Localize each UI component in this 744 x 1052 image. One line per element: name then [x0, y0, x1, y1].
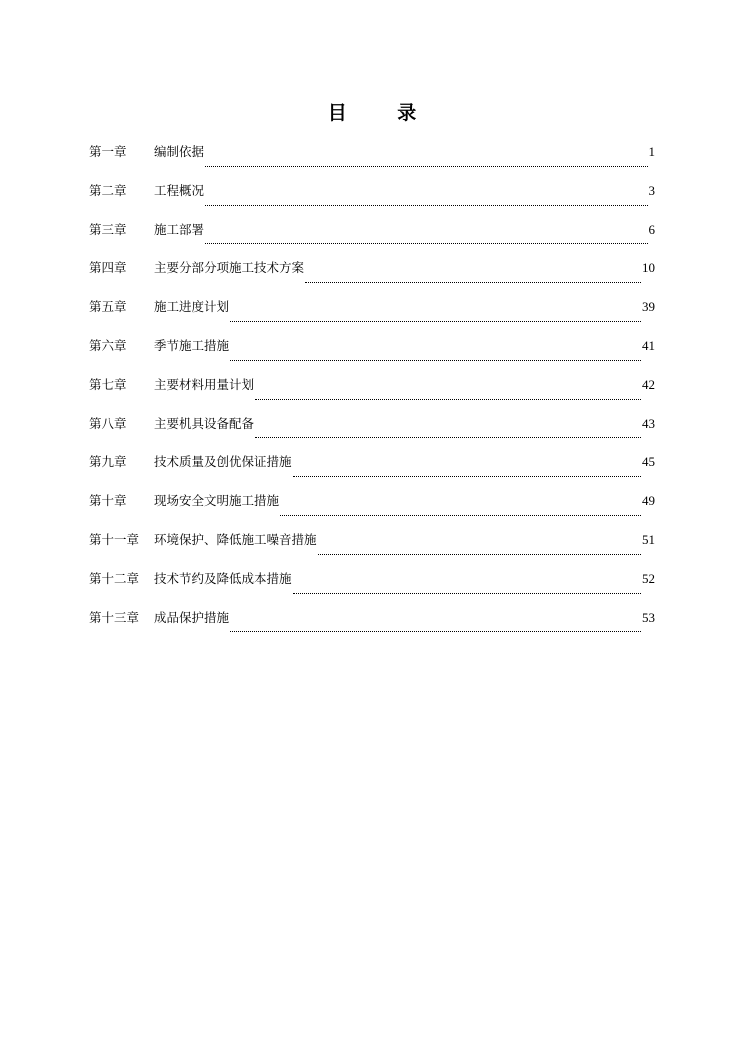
- toc-entry[interactable]: [89, 491, 655, 530]
- toc-chapter-title: 成品保护措施: [154, 609, 230, 625]
- toc-entry[interactable]: [89, 336, 655, 375]
- table-of-contents: [89, 142, 655, 646]
- toc-chapter-number: 第十章: [89, 493, 127, 509]
- toc-chapter-title: 编制依据: [154, 144, 205, 159]
- toc-chapter-title: 施工进度计划: [154, 299, 230, 315]
- toc-chapter-number: 第八章: [89, 415, 127, 431]
- toc-leader-dots: [230, 359, 641, 361]
- toc-chapter-title: 技术质量及创优保证措施: [154, 454, 292, 470]
- toc-page-number: 6: [648, 221, 655, 237]
- toc-chapter-number: 第九章: [89, 454, 127, 470]
- toc-chapter-title: 技术节约及降低成本措施: [154, 570, 292, 586]
- toc-entry[interactable]: [89, 297, 655, 336]
- toc-leader-dots: [230, 320, 641, 322]
- toc-entry[interactable]: [89, 530, 655, 569]
- toc-chapter-title: 主要分部分项施工技术方案: [154, 260, 305, 276]
- toc-leader-dots: [205, 242, 647, 244]
- toc-leader-dots: [230, 630, 641, 632]
- toc-leader-dots: [255, 436, 641, 438]
- toc-entry[interactable]: [89, 608, 655, 647]
- toc-chapter-title: 季节施工措施: [154, 337, 230, 353]
- toc-page-number: 45: [642, 454, 655, 470]
- toc-page-number: 49: [642, 493, 655, 509]
- toc-leader-dots: [205, 204, 647, 206]
- toc-leader-dots: [318, 553, 641, 555]
- toc-leader-dots: [305, 281, 641, 283]
- toc-page-number: 52: [642, 570, 655, 586]
- toc-chapter-title: 工程概况: [154, 182, 205, 198]
- toc-chapter-number: 第五章: [89, 299, 127, 315]
- toc-page-number: 39: [642, 299, 655, 315]
- toc-chapter-title: 现场安全文明施工措施: [154, 493, 280, 509]
- toc-chapter-number: 第二章: [89, 182, 127, 198]
- toc-entry[interactable]: [89, 375, 655, 414]
- toc-page-number: 43: [642, 415, 655, 431]
- toc-chapter-title: 施工部署: [154, 221, 205, 237]
- toc-page-number: 41: [642, 337, 655, 353]
- toc-entry[interactable]: [89, 258, 655, 297]
- toc-chapter-number: 第十二章: [89, 570, 140, 586]
- toc-chapter-number: 第一章: [89, 144, 127, 159]
- toc-chapter-title: 环境保护、降低施工噪音措施: [154, 531, 317, 547]
- toc-chapter-number: 第十三章: [89, 609, 140, 625]
- toc-leader-dots: [205, 165, 647, 167]
- toc-leader-dots: [293, 592, 641, 594]
- toc-chapter-number: 第三章: [89, 221, 127, 237]
- toc-leader-dots: [293, 475, 641, 477]
- toc-entry[interactable]: [89, 142, 655, 181]
- toc-page-number: 1: [648, 144, 655, 159]
- toc-chapter-title: 主要材料用量计划: [154, 376, 255, 392]
- toc-entry[interactable]: [89, 181, 655, 220]
- toc-chapter-number: 第六章: [89, 337, 127, 353]
- toc-chapter-number: 第四章: [89, 260, 127, 276]
- toc-chapter-number: 第七章: [89, 376, 127, 392]
- toc-entry[interactable]: [89, 452, 655, 491]
- toc-page-number: 3: [648, 182, 655, 198]
- toc-leader-dots: [280, 514, 641, 516]
- toc-entry[interactable]: [89, 569, 655, 608]
- toc-page-number: 10: [642, 260, 655, 276]
- toc-leader-dots: [255, 398, 641, 400]
- toc-chapter-number: 第十一章: [89, 531, 140, 547]
- toc-page-number: 51: [642, 531, 655, 547]
- toc-chapter-title: 主要机具设备配备: [154, 415, 255, 431]
- toc-page-number: 53: [642, 609, 655, 625]
- toc-entry[interactable]: [89, 220, 655, 259]
- toc-page-number: 42: [642, 376, 655, 392]
- toc-entry[interactable]: [89, 414, 655, 453]
- page-title: 目 录: [327, 102, 439, 124]
